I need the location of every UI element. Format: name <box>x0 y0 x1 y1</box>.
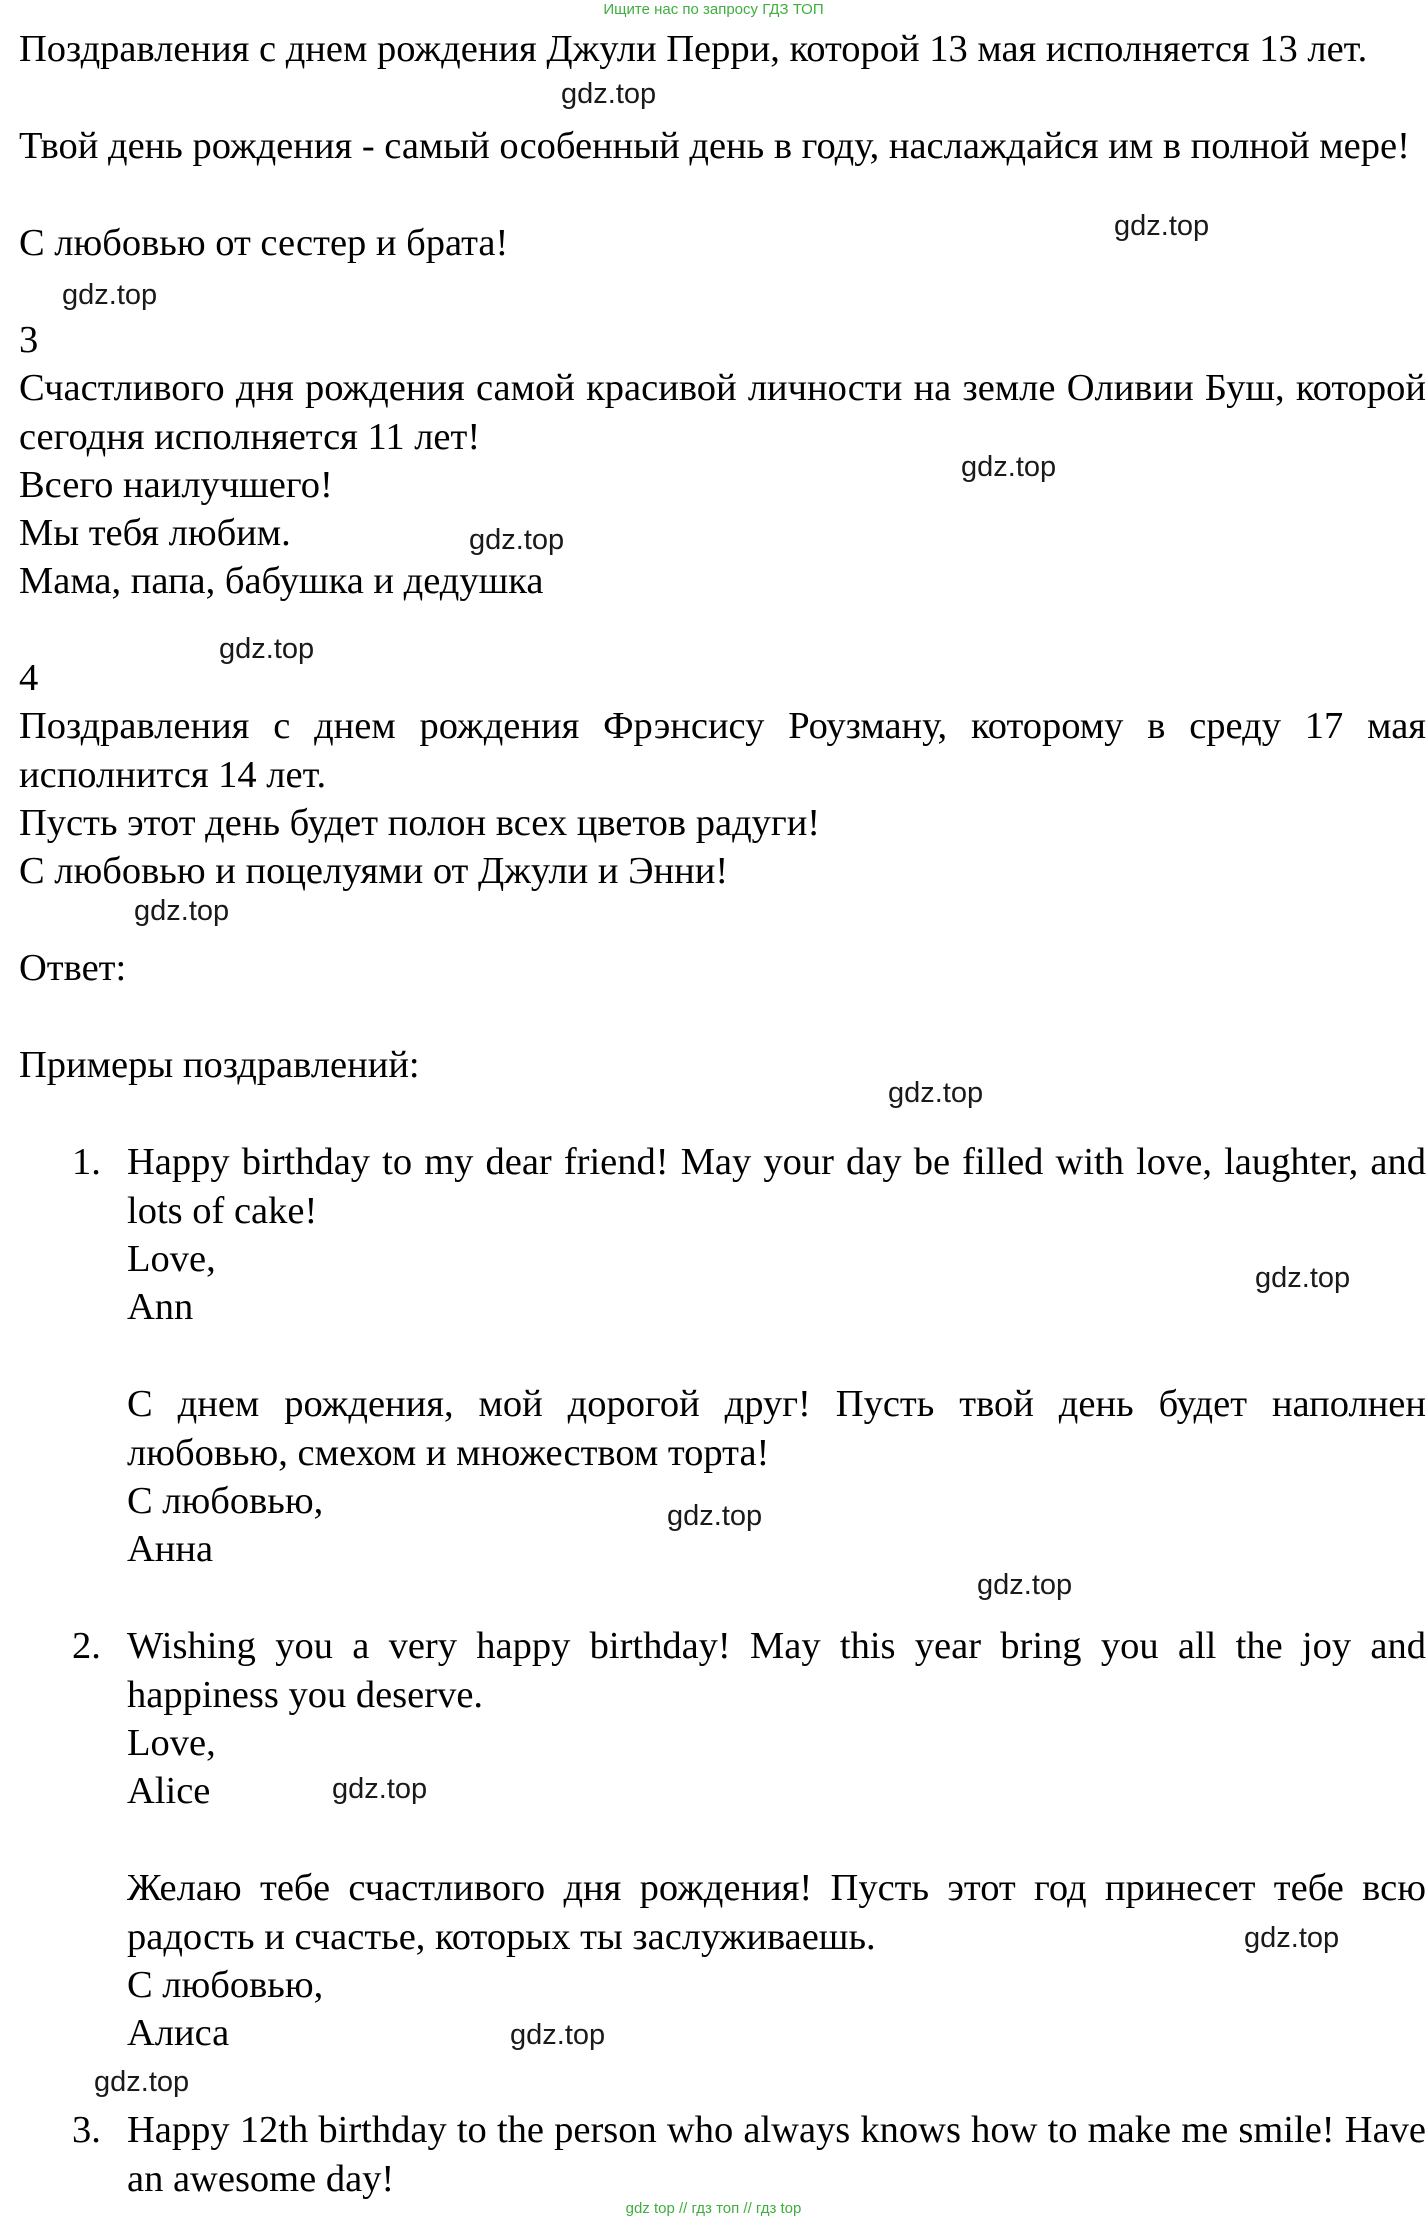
closing-line: Love, <box>127 1722 216 1764</box>
closing-line: С любовью, <box>127 1964 324 2006</box>
watermark: gdz.top <box>961 451 1057 483</box>
english-greeting: Happy 12th birthday to the person who always knows how to make me smile! Have an awesome day! <box>127 2109 1426 2200</box>
signature-name: Ann <box>127 1286 194 1328</box>
answer-label: Ответ: <box>19 947 127 989</box>
closing-line: С любовью, <box>127 1480 324 1522</box>
greeting-line: Пусть этот день будет полон всех цветов радуги! <box>19 802 821 844</box>
footer-links[interactable]: gdz top // гдз топ // гдз top <box>625 2200 802 2217</box>
watermark: gdz.top <box>62 279 158 311</box>
greeting-line: Всего наилучшего! <box>19 464 333 506</box>
watermark: gdz.top <box>510 2019 606 2051</box>
greeting-signature: С любовью от сестер и брата! <box>19 222 509 264</box>
watermark: gdz.top <box>469 524 565 556</box>
list-item-number: 3. <box>72 2109 101 2151</box>
watermark: gdz.top <box>332 1773 428 1805</box>
greeting-signature: С любовью и поцелуями от Джули и Энни! <box>19 850 729 892</box>
list-item-number: 1. <box>72 1141 101 1183</box>
english-greeting: Wishing you a very happy birthday! May this year bring you all the joy and happiness you deserve. <box>127 1625 1426 1716</box>
list-item-number: 2. <box>72 1625 101 1667</box>
russian-greeting: С днем рождения, мой дорогой друг! Пусть твой день будет наполнен любовью, смехом и множеством торта! <box>127 1383 1426 1474</box>
watermark: gdz.top <box>977 1569 1073 1601</box>
signature-name: Алиса <box>127 2012 230 2054</box>
watermark: gdz.top <box>667 1500 763 1532</box>
greeting-paragraph: Счастливого дня рождения самой красивой личности на земле Оливии Буш, которой сегодня исполняется 11 лет! <box>19 367 1426 458</box>
greeting-paragraph: Твой день рождения - самый особенный день в году, наслаждайся им в полной мере! <box>19 125 1410 167</box>
top-banner[interactable]: Ищите нас по запросу ГДЗ ТОП <box>603 1 824 18</box>
watermark: gdz.top <box>134 895 230 927</box>
watermark: gdz.top <box>561 78 657 110</box>
greeting-paragraph: Поздравления с днем рождения Джули Перри, которой 13 мая исполняется 13 лет. <box>19 28 1368 70</box>
signature-name: Alice <box>127 1770 211 1812</box>
watermark: gdz.top <box>1114 210 1210 242</box>
greeting-paragraph: Поздравления с днем рождения Фрэнсису Роузману, которому в среду 17 мая исполнится 14 лет. <box>19 705 1426 796</box>
signature-name: Анна <box>127 1528 214 1570</box>
section-number: 3 <box>19 319 39 361</box>
greeting-signature: Мама, папа, бабушка и дедушка <box>19 560 544 602</box>
closing-line: Love, <box>127 1238 216 1280</box>
watermark: gdz.top <box>219 633 315 665</box>
english-greeting: Happy birthday to my dear friend! May your day be filled with love, laughter, and lots of cake! <box>127 1141 1426 1232</box>
greeting-line: Мы тебя любим. <box>19 512 291 554</box>
watermark: gdz.top <box>94 2066 190 2098</box>
examples-label: Примеры поздравлений: <box>19 1044 420 1086</box>
watermark: gdz.top <box>888 1077 984 1109</box>
section-number: 4 <box>19 657 39 699</box>
watermark: gdz.top <box>1255 1262 1351 1294</box>
watermark: gdz.top <box>1244 1922 1340 1954</box>
russian-greeting: Желаю тебе счастливого дня рождения! Пусть этот год принесет тебе всю радость и счастье, которых ты заслуживаешь. <box>127 1867 1426 1958</box>
